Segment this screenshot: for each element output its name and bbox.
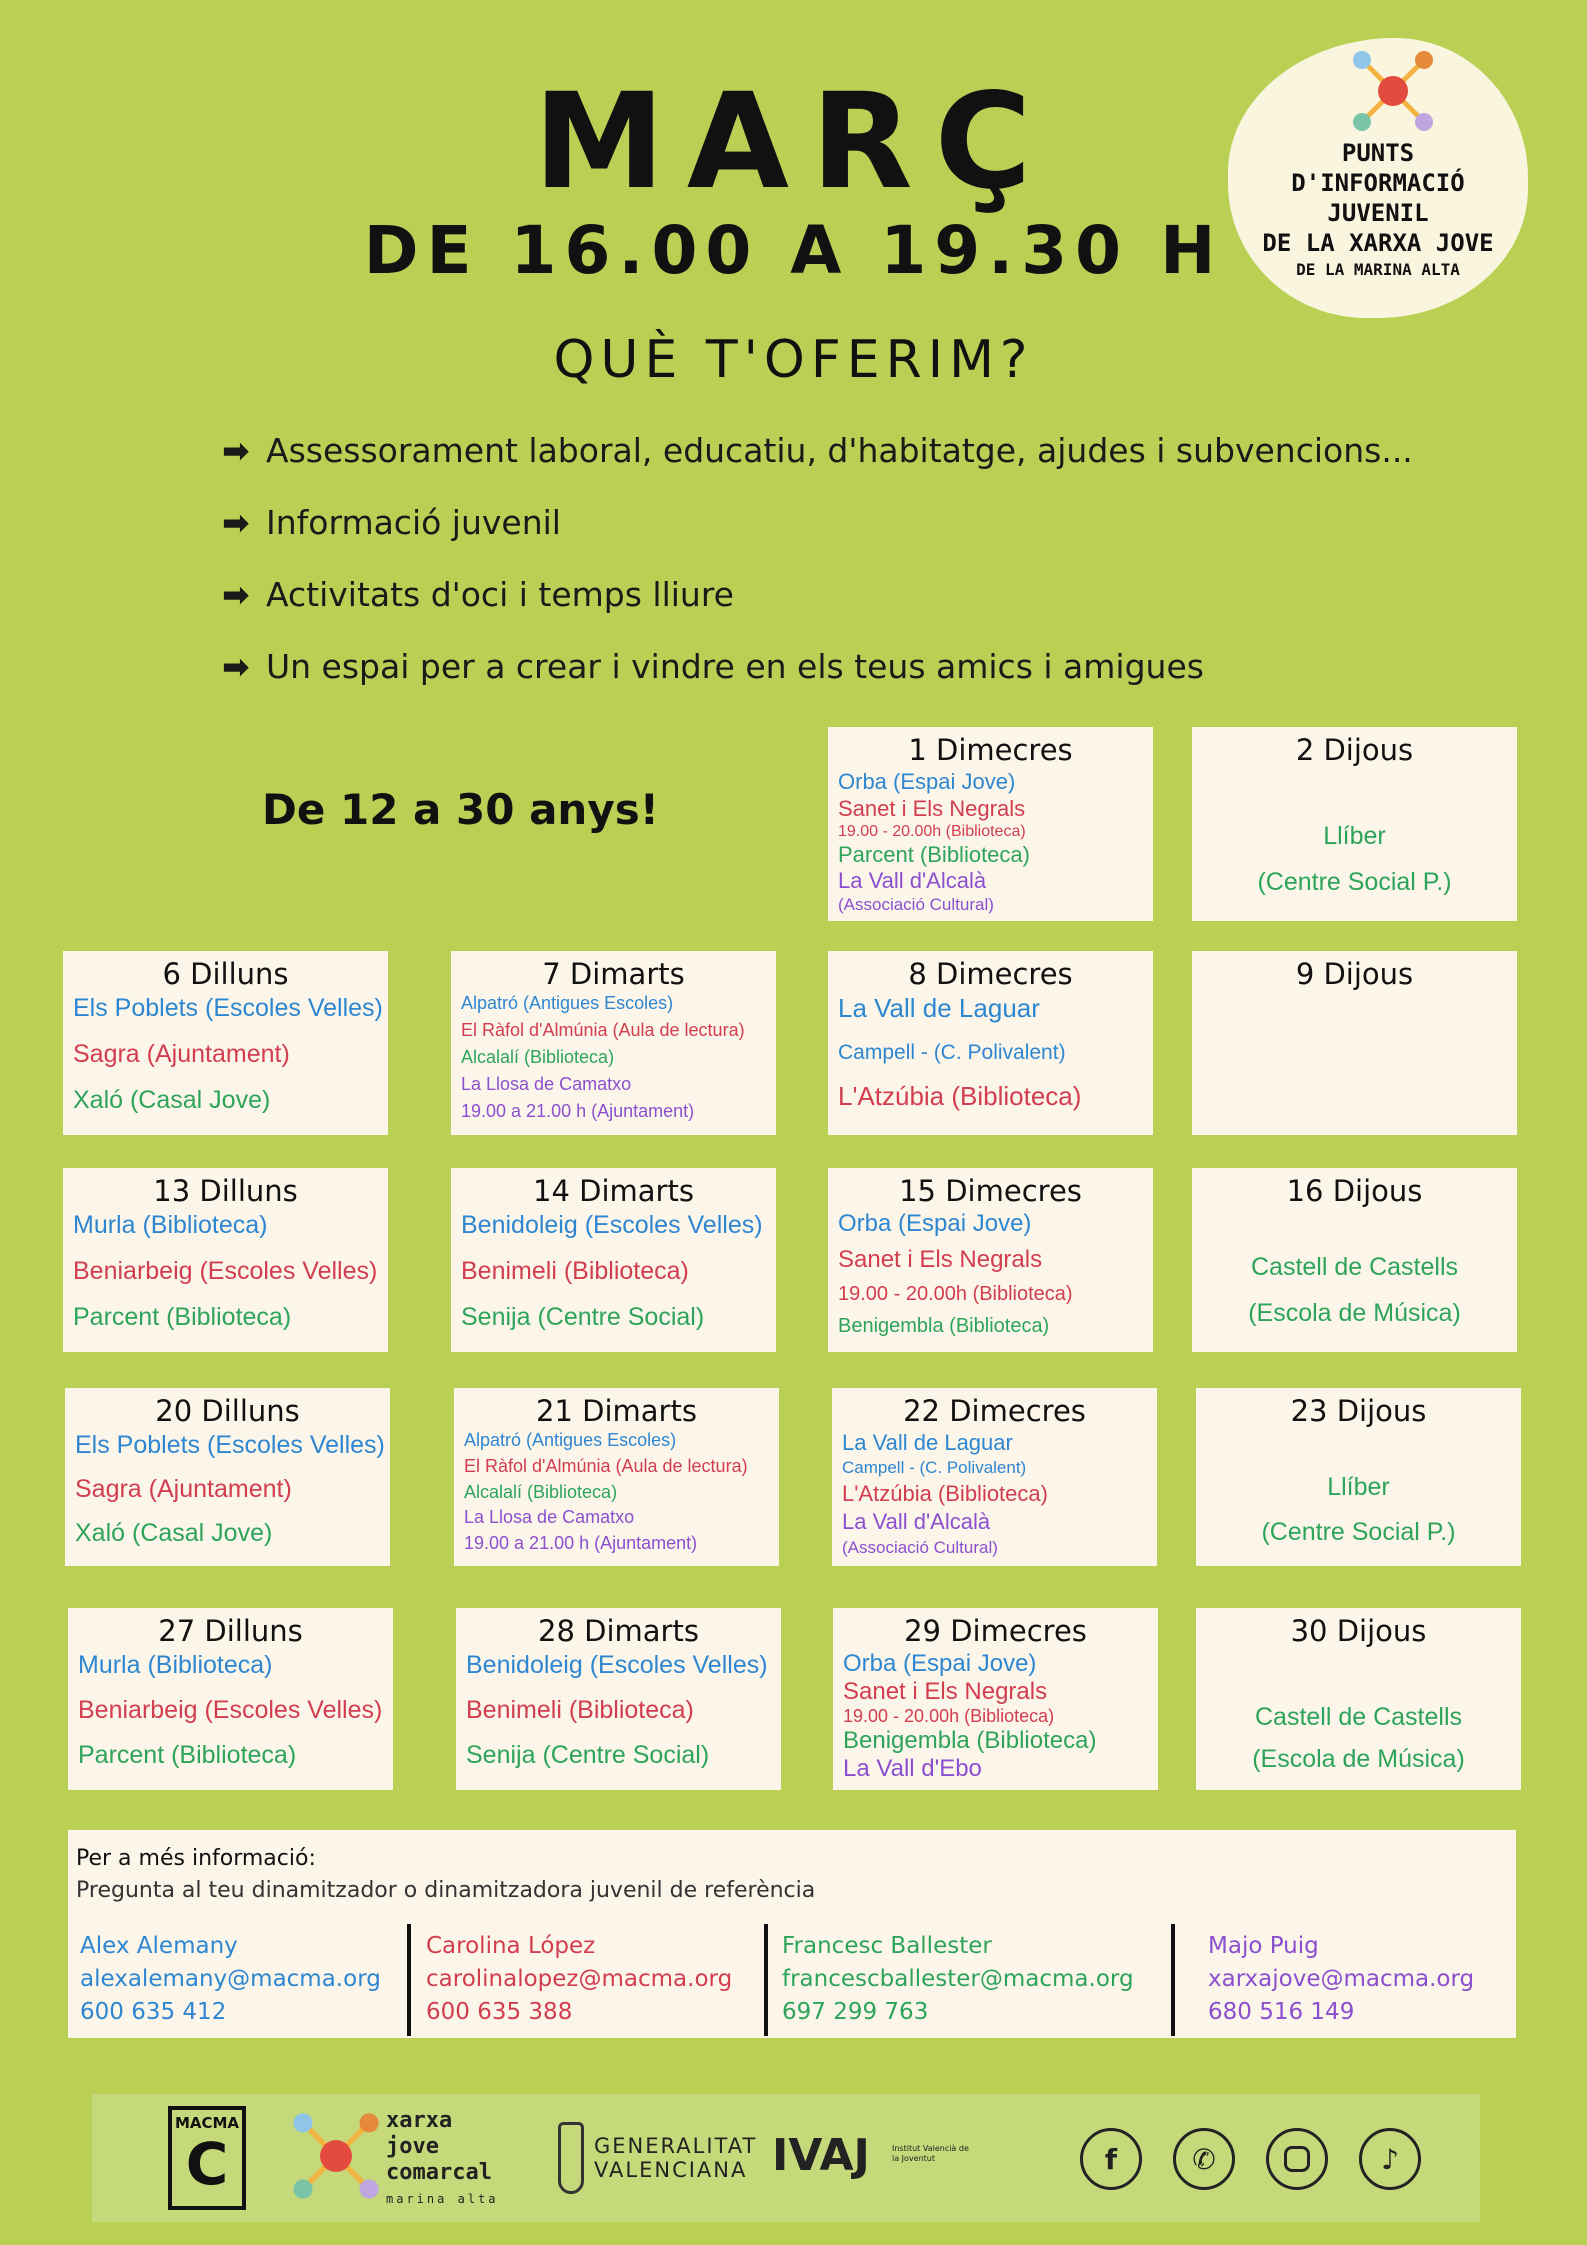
network-logo-icon [1348, 46, 1438, 136]
location-line: Castell de Castells [1254, 1703, 1463, 1731]
calendar-day-label: 14 Dimarts [533, 1174, 694, 1208]
generalitat-line: GENERALITAT [594, 2134, 758, 2158]
calendar-day-card [451, 1168, 776, 1352]
calendar-day-label: 1 Dimecres [908, 733, 1073, 767]
location-line: La Llosa de Camatxo [461, 1073, 632, 1094]
location-line: 19.00 - 20.00h (Biblioteca) [838, 1283, 1073, 1306]
location-line: Murla (Biblioteca) [73, 1211, 268, 1239]
calendar-day-card [1196, 1388, 1521, 1566]
divider [407, 1924, 411, 2036]
footer-logos [92, 2094, 1480, 2222]
calendar-day-card [454, 1388, 779, 1566]
location-line: L'Atzúbia (Biblioteca) [842, 1480, 1048, 1506]
calendar-day-label: 20 Dilluns [155, 1394, 300, 1428]
generalitat-line: VALENCIANA [594, 2158, 748, 2182]
calendar-day-card [1192, 1168, 1517, 1352]
badge-line: PUNTS [1341, 139, 1415, 167]
location-line: Alcalalí (Biblioteca) [464, 1481, 618, 1502]
divider [1171, 1924, 1175, 2036]
location-line: La Vall de Laguar [838, 993, 1040, 1023]
calendar-day-label: 8 Dimecres [908, 957, 1073, 991]
generalitat-text [594, 2134, 757, 2182]
contact-phone[interactable]: 600 635 388 [426, 1999, 573, 2025]
location-line: Parcent (Biblioteca) [78, 1741, 297, 1770]
contact-phone[interactable]: 697 299 763 [782, 1999, 929, 2025]
calendar-day-card [828, 727, 1153, 921]
ivaj-sub: Institut Valencià de la Joventut [892, 2144, 969, 2163]
location-line: Parcent (Biblioteca) [73, 1302, 292, 1331]
contact-card [80, 1930, 381, 2029]
location-line: El Ràfol d'Almúnia (Aula de lectura) [461, 1019, 745, 1040]
age-range: De 12 a 30 anys! [262, 785, 659, 834]
calendar-day-card [828, 951, 1153, 1135]
calendar-day-label: 23 Dijous [1290, 1394, 1427, 1428]
calendar-day-label: 6 Dilluns [162, 957, 289, 991]
generalitat-shield-icon [558, 2122, 584, 2194]
contact-name: Carolina López [426, 1933, 596, 1959]
location-line: Alcalalí (Biblioteca) [461, 1046, 615, 1067]
calendar-day-card [65, 1388, 390, 1566]
calendar-day-label: 2 Dijous [1295, 733, 1414, 767]
calendar-day-label: 30 Dijous [1290, 1614, 1427, 1648]
location-line: Orba (Espai Jove) [838, 1210, 1032, 1237]
contact-email[interactable]: alexalemany@macma.org [80, 1966, 381, 1992]
calendar-day-locations [843, 1650, 1148, 1783]
location-line: Alpatró (Antigues Escoles) [464, 1430, 677, 1450]
offer-item [222, 641, 1422, 713]
calendar-day-card [832, 1388, 1157, 1566]
calendar-day-locations [1206, 1648, 1511, 1774]
contact-card [782, 1930, 1134, 2029]
tiktok-icon[interactable]: ♪ [1359, 2128, 1421, 2190]
location-line: Sanet i Els Negrals [838, 1246, 1043, 1274]
location-line: Beniarbeig (Escoles Velles) [73, 1256, 378, 1285]
xarxa-line: xarxa [386, 2108, 453, 2133]
info-points-badge [1228, 38, 1528, 318]
calendar-day-locations [461, 1210, 766, 1332]
arrow-right-icon: ➡ [222, 647, 250, 686]
location-line: Murla (Biblioteca) [78, 1651, 273, 1679]
contact-email[interactable]: francescballester@macma.org [782, 1966, 1134, 1992]
offer-text: Assessorament laboral, educatiu, d'habitatge, ajudes i subvencions... [266, 431, 1413, 470]
ivaj-logo: IVAJ [772, 2130, 870, 2181]
calendar-day-label: 27 Dilluns [158, 1614, 303, 1648]
facebook-icon[interactable]: f [1080, 2128, 1142, 2190]
location-line: (Escola de Música) [1252, 1744, 1465, 1773]
location-line: Llíber [1323, 822, 1386, 850]
location-line: Senija (Centre Social) [466, 1741, 710, 1770]
location-line: Benimeli (Biblioteca) [466, 1696, 694, 1725]
badge-line: JUVENIL [1327, 199, 1429, 227]
calendar-day-card [1192, 951, 1517, 1135]
location-line: Orba (Espai Jove) [843, 1650, 1037, 1677]
offer-item [222, 497, 1422, 569]
offer-item [222, 425, 1422, 497]
xarxa-line: comarcal [386, 2160, 492, 2185]
location-line: Benigembla (Biblioteca) [843, 1727, 1097, 1754]
location-line: La Vall d'Ebo [843, 1755, 982, 1782]
macma-letter: C [185, 2130, 229, 2198]
location-line: (Associació Cultural) [842, 1537, 998, 1557]
calendar-day-locations [842, 1430, 1147, 1558]
location-line: Castell de Castells [1250, 1253, 1459, 1281]
location-line: (Centre Social P.) [1261, 1517, 1456, 1546]
xarxa-line: jove [386, 2134, 439, 2159]
contact-name: Francesc Ballester [782, 1933, 992, 1959]
macma-label: MACMA [174, 2114, 240, 2132]
calendar-day-locations [73, 993, 383, 1115]
location-line: (Escola de Música) [1248, 1299, 1461, 1327]
location-line: Els Poblets (Escoles Velles) [75, 1431, 385, 1459]
arrow-right-icon: ➡ [222, 575, 250, 614]
location-line: 19.00 - 20.00h (Biblioteca) [838, 823, 1026, 841]
contact-email[interactable]: xarxajove@macma.org [1208, 1966, 1475, 1992]
arrow-right-icon: ➡ [222, 503, 250, 542]
xarxa-logo-text [386, 2108, 498, 2212]
location-line: (Centre Social P.) [1257, 868, 1452, 896]
location-line: Parcent (Biblioteca) [838, 841, 1030, 867]
location-line: La Llosa de Camatxo [464, 1507, 635, 1528]
offers-list [222, 425, 1422, 713]
location-line: La Vall d'Alcalà [842, 1509, 991, 1535]
info-title: Per a més informació: [76, 1846, 316, 1871]
calendar-day-locations [838, 1210, 1143, 1338]
location-line: Sagra (Ajuntament) [75, 1474, 292, 1503]
offer-item [222, 569, 1422, 641]
contact-phone[interactable]: 680 516 149 [1208, 1999, 1355, 2025]
calendar-day-locations [73, 1210, 378, 1332]
calendar-day-label: 16 Dijous [1286, 1174, 1423, 1208]
location-line: Sanet i Els Negrals [838, 795, 1026, 821]
offer-text: Activitats d'oci i temps lliure [266, 575, 734, 614]
contact-phone[interactable]: 600 635 412 [80, 1999, 227, 2025]
location-line: Orba (Espai Jove) [838, 769, 1016, 794]
contact-card [426, 1930, 732, 2029]
location-line: Xaló (Casal Jove) [75, 1518, 273, 1547]
macma-logo [168, 2106, 246, 2210]
calendar-day-label: 13 Dilluns [153, 1174, 298, 1208]
calendar-day-card [828, 1168, 1153, 1352]
calendar-day-label: 28 Dimarts [538, 1614, 699, 1648]
calendar-day-card [833, 1608, 1158, 1790]
badge-line: D'INFORMACIÓ [1291, 169, 1465, 197]
location-line: (Associació Cultural) [838, 894, 994, 914]
location-line: 19.00 a 21.00 h (Ajuntament) [461, 1100, 695, 1121]
calendar-day-label: 9 Dijous [1295, 957, 1414, 991]
calendar-day-card [451, 951, 776, 1135]
location-line: La Vall de Laguar [842, 1430, 1013, 1455]
badge-subline: DE LA MARINA ALTA [1296, 260, 1460, 279]
offer-text: Informació juvenil [266, 503, 561, 542]
location-line: Campell - (C. Polivalent) [838, 1041, 1066, 1064]
offer-text: Un espai per a crear i vindre en els teus amics i amigues [266, 647, 1204, 686]
page-title: MARÇ [533, 65, 1054, 219]
location-line: Beniarbeig (Escoles Velles) [78, 1696, 383, 1725]
calendar-day-locations [461, 993, 766, 1122]
location-line: Alpatró (Antigues Escoles) [461, 993, 674, 1013]
divider [764, 1924, 768, 2036]
calendar-day-locations [1202, 1208, 1507, 1328]
contact-name: Alex Alemany [80, 1933, 238, 1959]
location-line: Benigembla (Biblioteca) [838, 1315, 1050, 1338]
location-line: Sagra (Ajuntament) [73, 1039, 290, 1068]
contact-info-box [68, 1830, 1516, 2038]
location-line: Senija (Centre Social) [461, 1302, 705, 1331]
calendar-day-label: 21 Dimarts [536, 1394, 697, 1428]
calendar-day-card [1196, 1608, 1521, 1790]
calendar-day-card [63, 1168, 388, 1352]
location-line: Llíber [1327, 1473, 1390, 1501]
whatsapp-icon[interactable]: ✆ [1173, 2128, 1235, 2190]
location-line: 19.00 a 21.00 h (Ajuntament) [464, 1533, 698, 1553]
instagram-icon[interactable] [1266, 2128, 1328, 2190]
calendar-day-locations [838, 993, 1143, 1112]
info-subtitle: Pregunta al teu dinamitzador o dinamitzadora juvenil de referència [76, 1878, 816, 1903]
location-line: El Ràfol d'Almúnia (Aula de lectura) [464, 1455, 748, 1476]
location-line: Els Poblets (Escoles Velles) [73, 994, 383, 1022]
calendar-day-locations [78, 1650, 383, 1770]
calendar-day-card [456, 1608, 781, 1790]
calendar-day-locations [1206, 1428, 1511, 1547]
location-line: Sanet i Els Negrals [843, 1678, 1048, 1705]
location-line: La Vall d'Alcalà [838, 868, 987, 894]
calendar-day-locations [466, 1650, 771, 1770]
calendar-day-locations [464, 1430, 769, 1554]
calendar-day-label: 7 Dimarts [542, 957, 685, 991]
location-line: Campell - (C. Polivalent) [842, 1458, 1027, 1478]
location-line: Benidoleig (Escoles Velles) [466, 1651, 768, 1679]
location-line: 19.00 - 20.00h (Biblioteca) [843, 1706, 1055, 1726]
calendar-day-card [63, 951, 388, 1135]
calendar-day-card [68, 1608, 393, 1790]
opening-hours: DE 16.00 A 19.30 H [363, 212, 1224, 289]
calendar-day-locations [838, 769, 1143, 915]
contact-email[interactable]: carolinalopez@macma.org [426, 1966, 733, 1992]
badge-text [1228, 138, 1528, 258]
calendar-day-card [1192, 727, 1517, 921]
xarxa-sub: marina alta [386, 2192, 499, 2206]
location-line: Xaló (Casal Jove) [73, 1085, 271, 1114]
calendar-day-label: 22 Dimecres [903, 1394, 1086, 1428]
calendar-day-label: 15 Dimecres [899, 1174, 1082, 1208]
contact-name: Majo Puig [1208, 1933, 1319, 1959]
arrow-right-icon: ➡ [222, 431, 250, 470]
calendar-day-locations [75, 1430, 385, 1548]
location-line: Benidoleig (Escoles Velles) [461, 1211, 763, 1239]
calendar-day-locations [1202, 767, 1507, 897]
badge-line: DE LA XARXA JOVE [1262, 229, 1494, 257]
location-line: Benimeli (Biblioteca) [461, 1256, 689, 1285]
location-line: L'Atzúbia (Biblioteca) [838, 1081, 1082, 1111]
xarxa-network-icon [288, 2108, 384, 2204]
contact-card [1208, 1930, 1474, 2029]
calendar-day-label: 29 Dimecres [904, 1614, 1087, 1648]
offer-question: QUÈ T'OFERIM? [553, 330, 1034, 390]
